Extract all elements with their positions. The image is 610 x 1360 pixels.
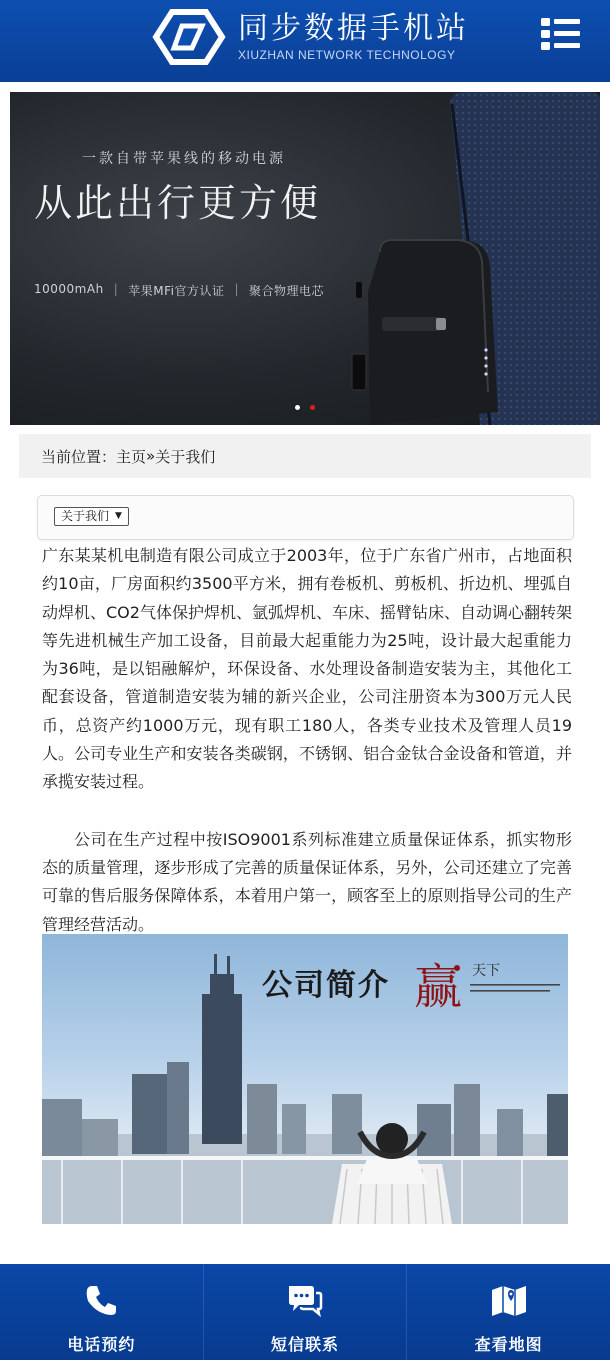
article-body	[42, 542, 572, 939]
breadcrumb-current-link[interactable]: 关于我们	[155, 447, 216, 466]
company-intro-image	[42, 934, 568, 1224]
map-button-label: 查看地图	[474, 1335, 543, 1354]
banner-spec-cell: 聚合物理电芯	[249, 284, 325, 298]
banner-spec-separator: |	[113, 282, 119, 296]
menu-icon	[538, 14, 586, 54]
breadcrumb	[19, 434, 591, 478]
category-select[interactable]	[54, 507, 129, 526]
call-button-label: 电话预约	[67, 1335, 136, 1354]
sms-button[interactable]	[203, 1264, 407, 1360]
breadcrumb-separator: »	[146, 447, 156, 465]
map-button[interactable]	[406, 1264, 610, 1360]
category-select-panel	[37, 495, 574, 540]
carousel-indicators	[295, 405, 315, 410]
breadcrumb-home-link[interactable]: 主页	[116, 447, 147, 466]
sms-button-label: 短信联系	[271, 1335, 340, 1354]
banner-spec-certification: 苹果MFi官方认证	[128, 284, 225, 298]
carousel-dot-2[interactable]	[310, 405, 315, 410]
intro-calligraphy: 赢	[414, 959, 463, 1015]
site-title: 同步数据手机站	[238, 11, 469, 46]
article-paragraph-1: 广东某某机电制造有限公司成立于2003年，位于广东省广州市，占地面积约10亩，厂房面积约3500平方米，拥有卷板机、剪板机、折边机、埋弧自动焊机、CO2气体保护焊机、氩弧焊机、车床、摇臂钻床、自动调心翻转架等先进机械生产加工设备，目前最大起重能力为25吨，设计最大起重能力为36吨，是以铝融解炉，环保设备、水处理设备制造安装为主，其他化工配套设备，管道制造安装为辅的新兴企业，公司注册资本为300万元人民币，总资产约1000万元，现有职工180人，各类专业技术及管理人员19人。公司专业生产和安装各类碳钢，不锈钢、铝合金钛合金设备和管道，并承揽安装过程。	[42, 546, 572, 792]
hexagon-logo-icon	[152, 8, 226, 66]
site-subtitle: XIUZHAN NETWORK TECHNOLOGY	[238, 48, 456, 62]
intro-title: 公司简介	[262, 968, 390, 1003]
intro-tianxia: 天下	[472, 963, 500, 979]
site-header	[0, 0, 610, 82]
map-icon	[491, 1282, 527, 1318]
category-select-value: 关于我们	[61, 509, 110, 523]
carousel-dot-1[interactable]	[295, 405, 300, 410]
banner-specs	[34, 282, 324, 299]
power-bank-image	[340, 92, 600, 425]
call-button[interactable]	[0, 1264, 203, 1360]
chat-bubbles-icon	[287, 1282, 323, 1318]
phone-icon	[83, 1282, 119, 1318]
banner-subtitle: 一款自带苹果线的移动电源	[82, 151, 286, 167]
chevron-down-icon: ▼	[115, 511, 122, 521]
banner-carousel[interactable]	[10, 92, 600, 425]
breadcrumb-prefix: 当前位置：	[41, 447, 117, 466]
banner-spec-capacity: 10000mAh	[34, 282, 104, 296]
article-paragraph-2: 公司在生产过程中按ISO9001系列标准建立质量保证体系，抓实物形态的质量管理，逐步形成了完善的质量保证体系，另外，公司还建立了完善可靠的售后服务保障体系，本着用户第一，顾客至上的原则指导公司的生产管理经营活动。	[42, 829, 572, 934]
menu-button[interactable]	[538, 14, 586, 54]
site-logo[interactable]	[152, 6, 469, 68]
banner-title: 从此出行更方便	[34, 181, 322, 225]
bottom-nav	[0, 1264, 610, 1360]
banner-spec-separator: |	[234, 282, 239, 296]
